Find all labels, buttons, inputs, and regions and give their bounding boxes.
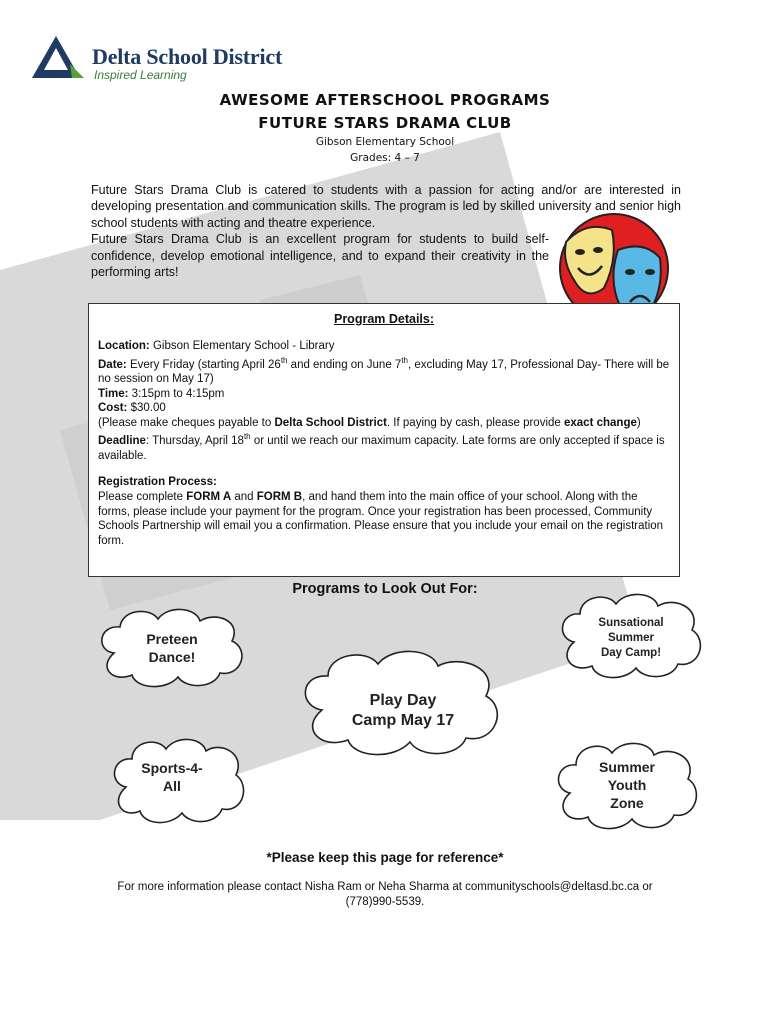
preteen-label-2: Dance! — [148, 649, 196, 665]
date-label: Date: — [98, 358, 127, 371]
cloud-play-day-camp — [296, 644, 510, 762]
reg-and: and — [231, 491, 257, 503]
date-text-c: , excluding May 17, Professional Day- There will be no session on May 17) — [98, 358, 670, 386]
sports-label-2: All — [163, 778, 181, 794]
preteen-label-1: Preteen — [146, 631, 198, 647]
deadline-line — [98, 430, 670, 463]
cloud-preteen-dance — [92, 603, 252, 691]
cloud-sunsational-camp — [556, 588, 706, 684]
cheque-exact-change: exact change — [564, 416, 637, 429]
intro-narrow-text: Future Stars Drama Club is an excellent program for students to build self-confidence, develop emotional intelligence, and to expand their creativity in the performing arts! — [91, 232, 549, 280]
date-sup-1: th — [280, 355, 288, 365]
reg-form-b: FORM B — [256, 491, 303, 503]
delta-logo-icon — [32, 34, 92, 84]
cloud-sports-4-all — [108, 733, 248, 829]
reference-note: *Please keep this page for reference* — [266, 850, 504, 865]
cost-label: Cost: — [98, 402, 128, 415]
school-name: Gibson Elementary School — [315, 136, 455, 148]
youth-label-3: Zone — [610, 795, 644, 811]
program-details-box — [88, 303, 680, 577]
deadline-text-a: : Thursday, April 18 — [145, 435, 244, 448]
time-line — [98, 387, 670, 402]
time-label: Time: — [98, 387, 129, 400]
cheque-text-a: (Please make cheques payable to — [98, 416, 275, 429]
cheque-line — [98, 416, 670, 431]
cheque-text-e: ) — [636, 416, 641, 429]
page-title: AWESOME AFTERSCHOOL PROGRAMS — [219, 91, 551, 109]
date-text-a: Every Friday (starting April 26 — [129, 358, 281, 371]
grades: Grades: 4 – 7 — [350, 152, 420, 164]
registration-heading: Registration Process: — [98, 476, 217, 489]
cost-value: $30.00 — [130, 402, 166, 415]
cheque-payee: Delta School District — [274, 416, 387, 429]
sunsational-label-1: Sunsational — [598, 617, 664, 629]
program-details-heading: Program Details: — [333, 312, 435, 326]
sports-label-1: Sports-4- — [141, 760, 203, 776]
reg-form-a: FORM A — [186, 491, 232, 503]
sunsational-label-3: Day Camp! — [600, 647, 662, 659]
district-tagline: Inspired Learning — [94, 68, 187, 82]
location-value: Gibson Elementary School - Library — [152, 340, 335, 352]
reg-text-a: Please complete — [98, 491, 187, 503]
registration-text — [98, 490, 670, 548]
contact-line-2: (778)990-5539. — [345, 896, 425, 908]
playday-label-1: Play Day — [369, 692, 437, 709]
sunsational-label-2: Summer — [607, 632, 655, 644]
programs-heading: Programs to Look Out For: — [292, 581, 478, 597]
deadline-sup: th — [243, 432, 251, 442]
date-line — [98, 354, 670, 387]
intro-wide-text: Future Stars Drama Club is catered to students with a passion for acting and/or are interested in developing presentation and communication skills. The program is led by skilled university and senior high school students with acting and theatre experience. — [91, 183, 681, 230]
youth-label-1: Summer — [598, 759, 656, 775]
contact-line-1: For more information please contact Nisha Ram or Neha Sharma at communityschools@deltasd.bc.ca or — [117, 881, 653, 893]
deadline-text-b: or until we reach our maximum capacity. Late forms are only accepted if space is available. — [98, 435, 665, 462]
program-title: FUTURE STARS DRAMA CLUB — [258, 114, 512, 132]
date-text-b: and ending on June 7 — [287, 358, 402, 371]
location-line — [98, 339, 670, 354]
cloud-summer-youth-zone — [552, 737, 702, 835]
playday-label-2: Camp May 17 — [351, 712, 455, 729]
program-details-body — [98, 339, 670, 548]
district-name: Delta School District — [92, 44, 283, 69]
time-value: 3:15pm to 4:15pm — [131, 387, 225, 400]
youth-label-2: Youth — [607, 777, 647, 793]
cheque-text-c: . If paying by cash, please provide — [386, 416, 564, 429]
location-label: Location: — [98, 340, 150, 352]
date-sup-2: th — [401, 355, 408, 365]
deadline-label: Deadline — [98, 435, 146, 448]
reg-text-b: , and hand them into the main office of your school. Along with the forms, please include your payment for the program. Once your registration has been processed, Community Schools Partnership will email you a confirmation. Please ensure that you include your email on the registration form. — [98, 491, 664, 547]
cost-line — [98, 401, 670, 416]
contact-info — [80, 880, 690, 910]
